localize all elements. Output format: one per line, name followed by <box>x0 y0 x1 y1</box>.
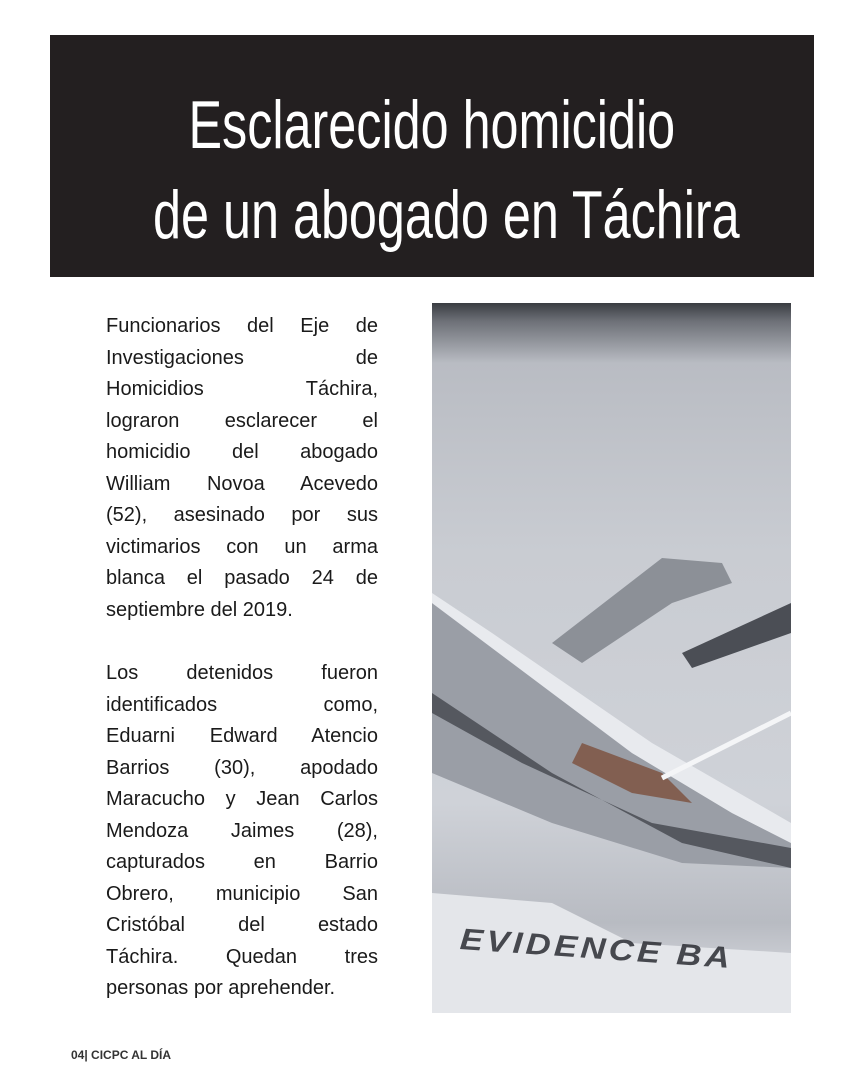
text-line: Obrero, municipio San <box>106 882 378 905</box>
article-photo <box>432 303 791 1013</box>
article-paragraph <box>106 311 378 626</box>
text-line: Investigaciones de <box>106 346 378 369</box>
article-body <box>106 311 378 1005</box>
text-line: Cristóbal del estado <box>106 914 378 936</box>
text-line: Maracucho y Jean Carlos <box>106 788 378 810</box>
paragraph-gap <box>106 626 378 658</box>
page-footer: 04| CICPC AL DÍA <box>71 1048 172 1062</box>
text-line: blanca el pasado 24 de <box>106 567 378 589</box>
text-line: Funcionarios del Eje de <box>106 315 378 337</box>
evidence-bag-text: EVIDENCE BA <box>458 923 735 976</box>
text-line: lograron esclarecer el <box>106 409 378 432</box>
text-line: William Novoa Acevedo <box>106 472 378 495</box>
text-line: capturados en Barrio <box>106 851 378 873</box>
title-line-1: Esclarecido homicidio <box>188 87 676 163</box>
text-line: victimarios con un arma <box>106 535 378 558</box>
text-line: Eduarni Edward Atencio <box>106 725 378 747</box>
text-line: Mendoza Jaimes (28), <box>106 819 378 842</box>
title-line-2: de un abogado en Táchira <box>153 177 740 253</box>
text-line: Los detenidos fueron <box>106 662 378 684</box>
text-line: (52), asesinado por sus <box>106 504 378 526</box>
article-paragraph <box>106 658 378 1005</box>
text-line: septiembre del 2019. <box>106 598 293 621</box>
title-banner <box>50 35 814 277</box>
text-line: homicidio del abogado <box>106 441 378 463</box>
text-line: Táchira. Quedan tres <box>106 945 378 968</box>
text-line: personas por aprehender. <box>106 977 336 999</box>
text-line: Homicidios Táchira, <box>106 378 378 400</box>
text-line: identificados como, <box>106 693 378 716</box>
text-line: Barrios (30), apodado <box>106 756 378 779</box>
knife-illustration <box>432 303 791 1013</box>
